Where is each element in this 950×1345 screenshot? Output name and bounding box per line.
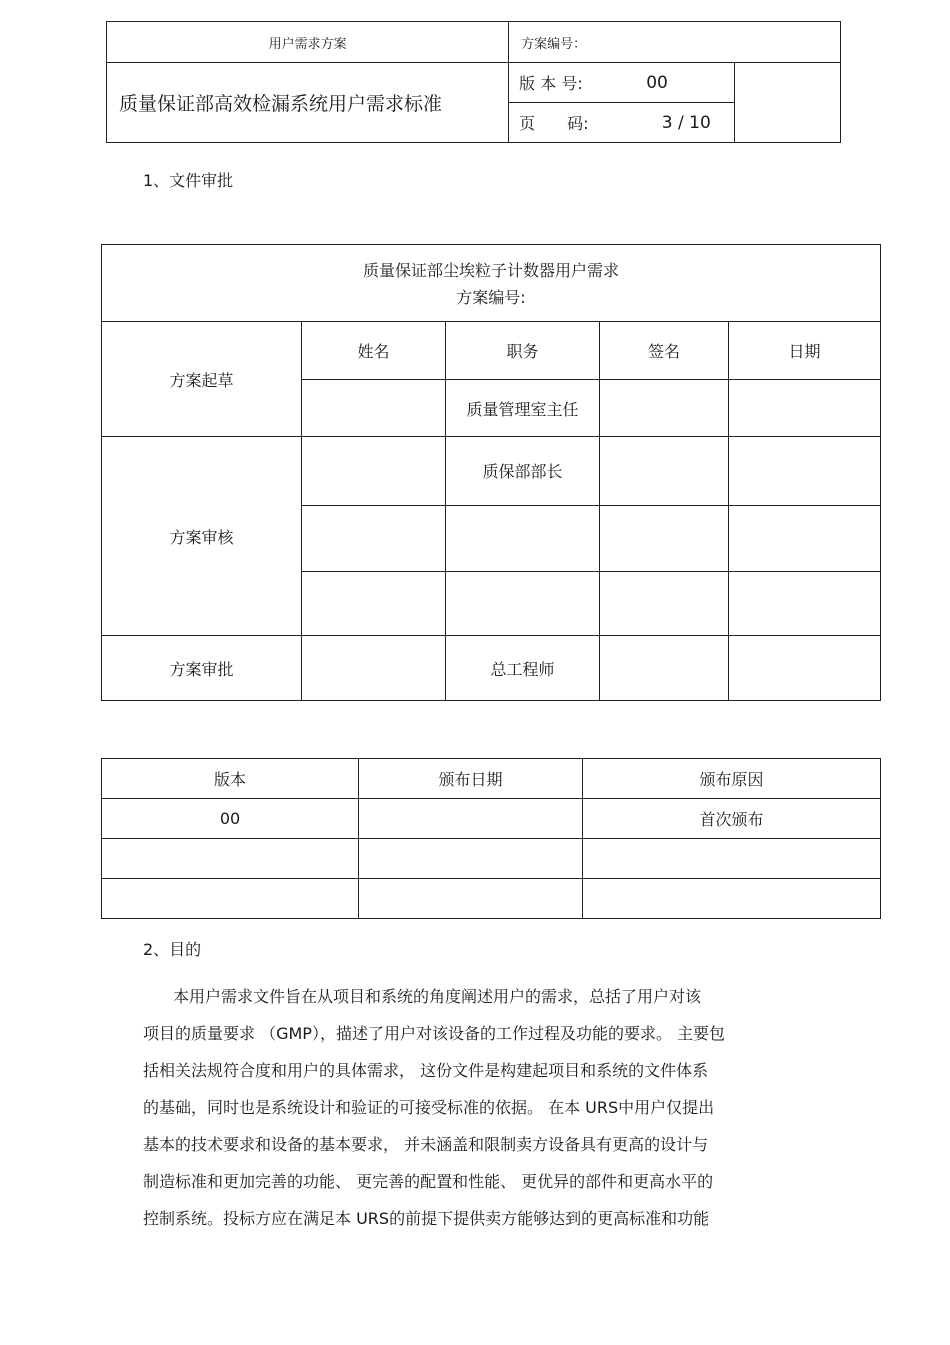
version-row-date <box>359 879 583 919</box>
review-position: 质保部部长 <box>446 437 600 506</box>
version-value: 00 <box>638 63 735 103</box>
version-row-date <box>359 839 583 879</box>
draft-label: 方案起草 <box>102 322 302 437</box>
review3-date-cell[interactable] <box>729 572 881 636</box>
header-blank-cell <box>735 63 841 143</box>
doc-title: 质量保证部高效检漏系统用户需求标准 <box>107 63 509 143</box>
header-table <box>106 21 841 143</box>
version-label: 版 本 号: <box>509 63 639 103</box>
version-row-version <box>102 839 359 879</box>
review-signature-cell[interactable] <box>600 437 729 506</box>
approval-table <box>101 244 881 701</box>
header-position: 职务 <box>446 322 600 380</box>
version-row-reason: 首次颁布 <box>583 799 881 839</box>
purpose-line: 基本的技术要求和设备的基本要求， 并未涵盖和限制卖方设备具有更高的设计与 <box>143 1135 709 1154</box>
version-row-version: 00 <box>102 799 359 839</box>
approval-title-line1: 质量保证部尘埃粒子计数器用户需求 <box>362 261 619 280</box>
version-row-reason <box>583 879 881 919</box>
version-table <box>101 758 881 919</box>
approve-position: 总工程师 <box>446 636 600 701</box>
review2-date-cell[interactable] <box>729 506 881 572</box>
approve-label: 方案审批 <box>102 636 302 701</box>
approve-name-cell[interactable] <box>302 636 446 701</box>
review3-name-cell[interactable] <box>302 572 446 636</box>
purpose-line: 项目的质量要求 （GMP），描述了用户对该设备的工作过程及功能的要求。 主要包 <box>143 1024 726 1043</box>
review2-position-cell[interactable] <box>446 506 600 572</box>
review3-position-cell[interactable] <box>446 572 600 636</box>
draft-signature-cell[interactable] <box>600 380 729 437</box>
approve-signature-cell[interactable] <box>600 636 729 701</box>
purpose-line: 括相关法规符合度和用户的具体需求， 这份文件是构建起项目和系统的文件体系 <box>143 1061 709 1080</box>
review3-signature-cell[interactable] <box>600 572 729 636</box>
purpose-line: 本用户需求文件旨在从项目和系统的角度阐述用户的需求，总括了用户对该 <box>173 987 702 1006</box>
purpose-line: 控制系统。投标方应在满足本 URS的前提下提供卖方能够达到的更高标准和功能 <box>143 1209 710 1228</box>
review-label: 方案审核 <box>102 437 302 636</box>
review2-signature-cell[interactable] <box>600 506 729 572</box>
plan-no-label: 方案编号： <box>509 22 841 63</box>
version-row-version <box>102 879 359 919</box>
purpose-paragraph <box>143 978 823 1237</box>
section-1-heading: 1、文件审批 <box>143 171 234 190</box>
purpose-line: 制造标准和更加完善的功能、 更完善的配置和性能、 更优异的部件和更高水平的 <box>143 1172 714 1191</box>
header-signature: 签名 <box>600 322 729 380</box>
review2-name-cell[interactable] <box>302 506 446 572</box>
doc-type: 用户需求方案 <box>107 22 509 63</box>
version-row-reason <box>583 839 881 879</box>
draft-date-cell[interactable] <box>729 380 881 437</box>
header-date: 日期 <box>729 322 881 380</box>
version-row-date <box>359 799 583 839</box>
version-header-date: 颁布日期 <box>359 759 583 799</box>
approve-date-cell[interactable] <box>729 636 881 701</box>
version-header-reason: 颁布原因 <box>583 759 881 799</box>
version-header-version: 版本 <box>102 759 359 799</box>
review-date-cell[interactable] <box>729 437 881 506</box>
page-value: 3 / 10 <box>638 103 735 143</box>
page-label: 页 码: <box>509 103 639 143</box>
section-2-heading: 2、目的 <box>143 940 202 959</box>
review-name-cell[interactable] <box>302 437 446 506</box>
draft-name-cell[interactable] <box>302 380 446 437</box>
purpose-line: 的基础，同时也是系统设计和验证的可接受标准的依据。 在本 URS中用户仅提出 <box>143 1098 715 1117</box>
approval-title-line2: 方案编号: <box>456 288 526 307</box>
header-name: 姓名 <box>302 322 446 380</box>
draft-position: 质量管理室主任 <box>446 380 600 437</box>
approval-title <box>102 245 881 322</box>
